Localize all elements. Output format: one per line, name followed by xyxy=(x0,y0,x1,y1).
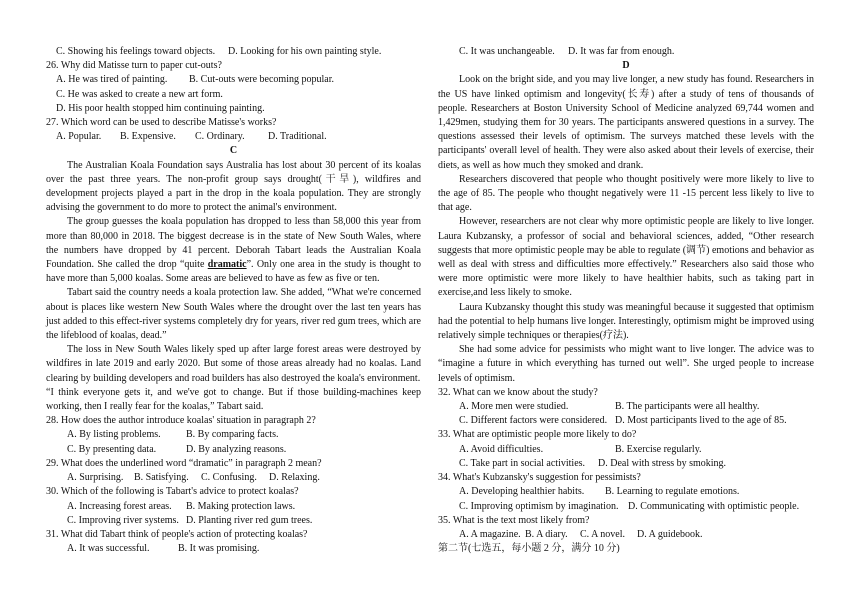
q33-option-c: C. Take part in social activities. xyxy=(459,457,586,469)
passage-c-paragraph-3: Tabart said the country needs a koala protection law. She added, “What we're concerned about is places like western New South Wales where the drought over the last ten years has just added to this effect-river systems completely dry for years, river red gum trees, which are the lifeblood of koalas, dead.” xyxy=(46,287,421,342)
passage-d-paragraph-5: She had some advice for pessimists who might want to live longer. The advice was to “imagine a future in which everything has turned out well”. She urged people to increase levels of optimism. xyxy=(438,344,814,384)
q33-options-cd xyxy=(438,457,814,471)
passage-d-paragraph-3: However, researchers are not clear why more optimistic people are likely to live longer. Laura Kubzansky, a professor of social and behavioral sciences, added, “Other research suggests that more optimistic people may be able to regulate (调节) emotions and behavior as well as deal with stress and difficulties more effectively.” Researchers also said those who were more optimistic were more likely to have healthier habits, such as taking part in exercise,and less likely to smoke. xyxy=(438,216,814,299)
section-d-heading: D xyxy=(622,60,630,72)
q28-option-c: C. By presenting data. xyxy=(67,443,157,455)
q30-stem: 30. Which of the following is Tabart's advice to protect koalas? xyxy=(46,486,299,498)
q29-stem: 29. What does the underlined word “dramatic” in paragraph 2 mean? xyxy=(46,457,322,469)
q28-option-b: B. By comparing facts. xyxy=(186,429,279,441)
q35-option-c: C. A novel. xyxy=(580,528,626,540)
q28-option-a: A. By listing problems. xyxy=(67,429,161,441)
q29-option-a: A. Surprising. xyxy=(67,472,124,484)
q32-options-cd xyxy=(438,414,814,428)
q29-option-b: B. Satisfying. xyxy=(134,472,189,484)
right-column xyxy=(438,45,814,556)
q32-option-a: A. More men were studied. xyxy=(459,401,569,413)
passage-d-paragraph-2: Researchers discovered that people who thought positively were more likely to live to the age of 85. The people who thought negatively were 11 -15 percent less likely to live to that age. xyxy=(438,173,814,214)
q28-options-ab xyxy=(46,428,421,442)
q29-option-d: D. Relaxing. xyxy=(269,472,320,484)
q27-option-c: C. Ordinary. xyxy=(195,131,245,143)
passage-c-paragraph-1: The Australian Koala Foundation says Australia has lost about 30 percent of its koalas over the past three years. The non-profit group says drought(干旱), wildfires and development projects played a part in the drop in the koala population. They are strongly advising the government to do more to protect the animal's environment. xyxy=(46,159,421,214)
q33-option-d: D. Deal with stress by smoking. xyxy=(598,457,727,469)
q30-option-b: B. Making protection laws. xyxy=(186,500,296,512)
q35-option-b: B. A diary. xyxy=(525,528,568,540)
section-c-heading: C xyxy=(229,145,238,157)
q35-option-a: A. A magazine. xyxy=(459,528,521,540)
q30-options-ab xyxy=(46,500,421,514)
q26-options-ab xyxy=(46,73,421,87)
q32-options-ab xyxy=(438,400,814,414)
q26-option-d: D. His poor health stopped him continuing painting. xyxy=(56,102,265,114)
q34-option-d: D. Communicating with optimistic people. xyxy=(628,500,800,512)
q27-options xyxy=(46,130,421,144)
q26-option-c: C. He was asked to create a new art form. xyxy=(56,88,223,100)
passage-d-paragraph-4: Laura Kubzansky thought this study was meaningful because it suggested that optimism had the potential to help humans live longer. Interestingly, optimism might be improved using relatively simple techniques or therapies(疗法). xyxy=(438,301,814,342)
q29-option-c: C. Confusing. xyxy=(201,472,257,484)
q31-option-a: A. It was successful. xyxy=(67,543,150,555)
q29-options xyxy=(46,471,421,485)
q26-option-a: A. He was tired of painting. xyxy=(56,74,168,86)
q25-options-cd xyxy=(46,45,421,59)
part-2-heading: 第二节(七选五，每小题 2 分，满分 10 分) xyxy=(438,543,620,555)
q33-option-b: B. Exercise regularly. xyxy=(615,443,702,455)
q34-option-c: C. Improving optimism by imagination. xyxy=(459,500,619,512)
q32-option-d: D. Most participants lived to the age of 85. xyxy=(615,415,787,427)
q34-option-b: B. Learning to regulate emotions. xyxy=(605,486,740,498)
q35-stem: 35. What is the text most likely from? xyxy=(438,514,590,526)
q28-options-cd xyxy=(46,443,421,457)
q31-option-d: D. It was far from enough. xyxy=(568,46,675,57)
q33-option-a: A. Avoid difficulties. xyxy=(459,443,544,455)
q31-stem: 31. What did Tabart think of people's action of protecting koalas? xyxy=(46,528,308,540)
q33-stem: 33. What are optimistic people more likely to do? xyxy=(438,429,637,441)
q30-options-cd xyxy=(46,514,421,528)
q31-option-b: B. It was promising. xyxy=(178,543,260,555)
q28-option-d: D. By analyzing reasons. xyxy=(186,443,287,455)
q30-option-a: A. Increasing forest areas. xyxy=(67,500,172,512)
passage-c-paragraph-4: The loss in New South Wales likely sped up after large forest areas were destroyed by wildfires in late 2019 and early 2020. But some of those areas already had no koalas. Land clearing by building developers and road builders has also destroyed the koala's environment. xyxy=(46,344,421,384)
underlined-word-dramatic: dramatic xyxy=(207,259,247,271)
q30-option-c: C. Improving river systems. xyxy=(67,514,179,526)
q31-options-ab xyxy=(46,542,421,556)
passage-c-paragraph-2 xyxy=(46,215,421,286)
q31-options-cd xyxy=(438,45,814,59)
q32-stem: 32. What can we know about the study? xyxy=(438,386,598,398)
q26-stem: 26. Why did Matisse turn to paper cut-outs? xyxy=(46,60,222,72)
q27-option-d: D. Traditional. xyxy=(268,131,327,143)
left-column xyxy=(46,45,421,556)
q31-option-c: C. It was unchangeable. xyxy=(459,46,555,57)
q27-stem: 27. Which word can be used to describe Matisse's works? xyxy=(46,117,277,129)
q27-option-a: A. Popular. xyxy=(56,131,102,143)
q34-options-cd xyxy=(438,500,814,514)
q35-options xyxy=(438,528,814,542)
passage-c-paragraph-2-end: ”. Only one area in the study is thought to have more than 5,000 koalas. Some areas are believed to have as few as five or ten. xyxy=(46,259,421,285)
passage-c-paragraph-2-start: The group guesses the koala population has dropped to less than 58,000 this year from more than 80,000 in 2018. The biggest decrease is in the state of New South Wales, where the numbers have dropped by 41 percent. Deborah Tabart leads the Australian Koala Foundation. She called the drop “quite xyxy=(46,216,421,271)
q26-option-b: B. Cut-outs were becoming popular. xyxy=(189,74,334,86)
q32-option-b: B. The participants were all healthy. xyxy=(615,401,760,413)
passage-c-paragraph-5: “I think everyone gets it, and we've got to change. But if those building-machines keep working, then I really fear for the koalas,” Tabart said. xyxy=(46,386,421,413)
q27-option-b: B. Expensive. xyxy=(120,131,176,143)
q34-options-ab xyxy=(438,485,814,499)
q34-option-a: A. Developing healthier habits. xyxy=(459,486,585,498)
passage-d-paragraph-1: Look on the bright side, and you may live longer, a new study has found. Researchers in the US have linked optimism and longevity(长寿) after a study of tens of thousands of people. Researchers at Boston University School of Medicine analyzed 69,744 women and 1,429men, studying them for 30 years. The participants answered questions in a survey. The questions assessed their levels of optimism. The surveys matched these levels with the participants' overall level of health. They were also asked about their levels of exercise, their diets, as well as how much they smoked and drank. xyxy=(438,74,814,171)
q28-stem: 28. How does the author introduce koalas' situation in paragraph 2? xyxy=(46,415,316,427)
q33-options-ab xyxy=(438,443,814,457)
q25-option-c: C. Showing his feelings toward objects. xyxy=(56,46,216,57)
q30-option-d: D. Planting river red gum trees. xyxy=(186,514,313,526)
q25-option-d: D. Looking for his own painting style. xyxy=(228,46,382,57)
q35-option-d: D. A guidebook. xyxy=(637,528,703,540)
q34-stem: 34. What's Kubzansky's suggestion for pessimists? xyxy=(438,472,641,484)
q32-option-c: C. Different factors were considered. xyxy=(459,415,608,427)
